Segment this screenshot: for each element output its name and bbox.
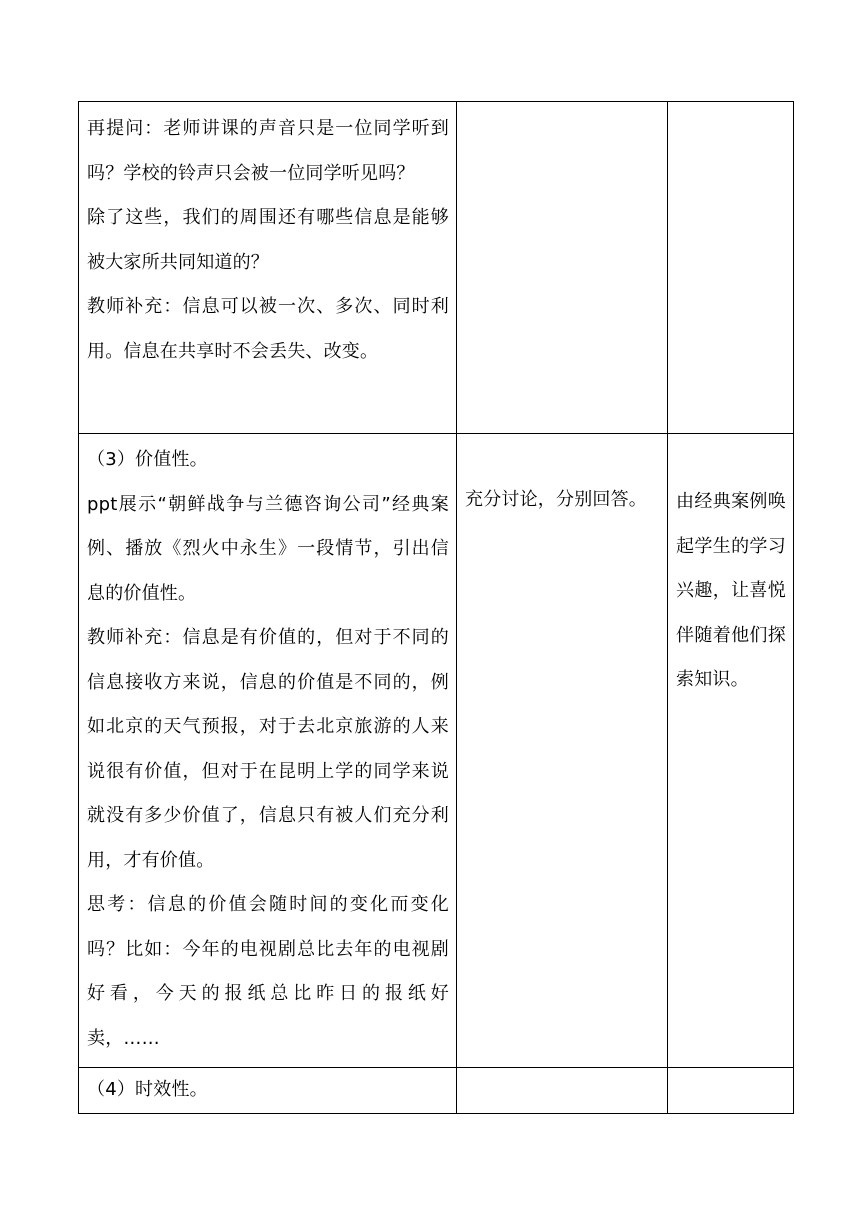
table-row xyxy=(79,1068,794,1114)
paragraph: 除了这些，我们的周围还有哪些信息是能够被大家所共同知道的？ xyxy=(87,207,449,273)
student-activity-cell xyxy=(457,434,668,1068)
table-row xyxy=(79,434,794,1068)
section-heading: （4）时效性。 xyxy=(87,1079,208,1100)
student-activity-cell xyxy=(457,1068,668,1114)
design-intent-cell xyxy=(668,102,794,434)
section-heading: （3）价值性。 xyxy=(87,449,208,470)
paragraph: 由经典案例唤起学生的学习兴趣，让喜悦伴随着他们探索知识。 xyxy=(676,491,786,690)
design-intent-cell xyxy=(668,1068,794,1114)
paragraph: 充分讨论，分别回答。 xyxy=(465,489,647,510)
teacher-activity-cell xyxy=(79,1068,457,1114)
table-row xyxy=(79,102,794,434)
design-intent-cell xyxy=(668,434,794,1068)
paragraph: 思考：信息的价值会随时间的变化而变化吗？比如：今年的电视剧总比去年的电视剧好看，今天的报纸总比昨日的报纸好卖，…… xyxy=(87,894,449,1049)
lesson-table xyxy=(78,101,794,1114)
teacher-activity-cell xyxy=(79,434,457,1068)
student-activity-cell xyxy=(457,102,668,434)
paragraph: 再提问：老师讲课的声音只是一位同学听到吗？学校的铃声只会被一位同学听见吗？ xyxy=(87,118,449,184)
paragraph: 教师补充：信息是有价值的，但对于不同的信息接收方来说，信息的价值是不同的，例如北京的天气预报，对于去北京旅游的人来说很有价值，但对于在昆明上学的同学来说就没有多少价值了，信息只有被人们充分利用，才有价值。 xyxy=(87,627,449,871)
paragraph: ppt展示“朝鲜战争与兰德咨询公司”经典案例、播放《烈火中永生》一段情节，引出信息的价值性。 xyxy=(87,493,449,604)
paragraph: 教师补充：信息可以被一次、多次、同时利用。信息在共享时不会丢失、改变。 xyxy=(87,296,449,362)
teacher-activity-cell xyxy=(79,102,457,434)
